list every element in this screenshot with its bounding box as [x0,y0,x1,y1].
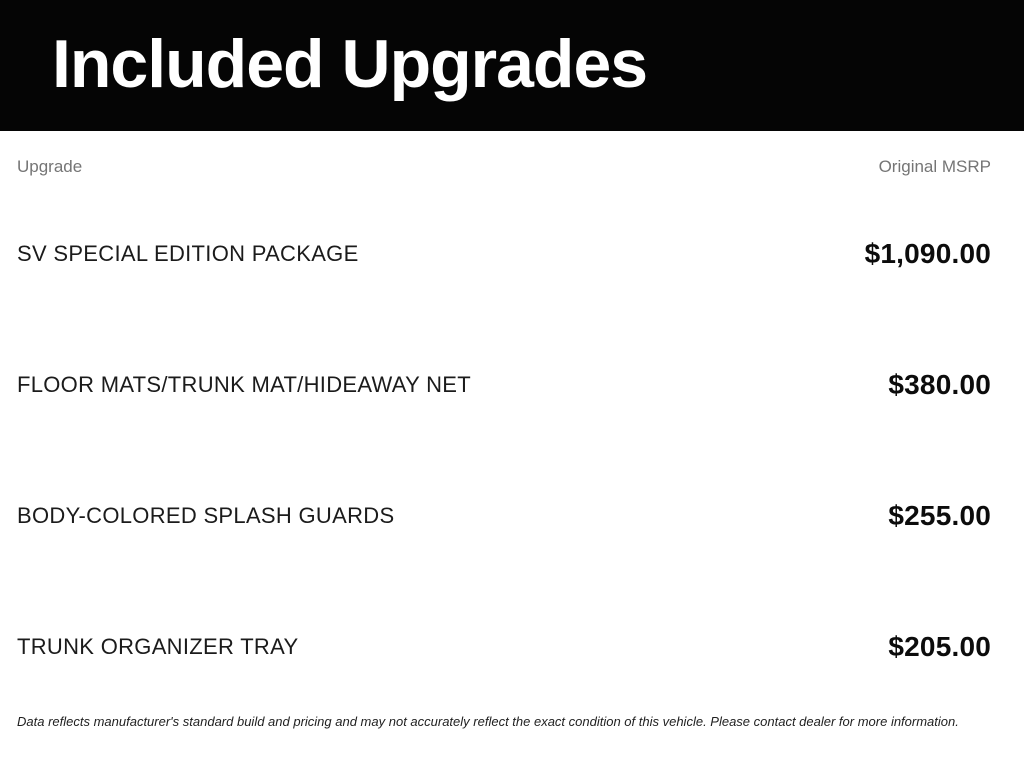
upgrade-price: $1,090.00 [864,237,991,269]
table-rows [17,188,991,712]
upgrade-price: $205.00 [888,630,991,662]
footer [17,713,991,731]
upgrade-price: $255.00 [888,499,991,531]
upgrade-name: BODY-COLORED SPLASH GUARDS [17,502,395,528]
page-title: Included Upgrades [52,25,648,102]
table-row [17,581,991,712]
upgrade-name: TRUNK ORGANIZER TRAY [17,633,299,659]
column-header-original-msrp: Original MSRP [878,157,991,176]
header-band [0,0,1024,131]
upgrade-price: $380.00 [888,368,991,400]
disclaimer-text: Data reflects manufacturer's standard build and pricing and may not accurately reflect the exact condition of this vehicle. Please contact dealer for more information. [17,714,959,729]
upgrades-table [0,157,1024,731]
upgrade-name: SV SPECIAL EDITION PACKAGE [17,240,359,266]
table-header-row [17,157,991,177]
upgrade-name: FLOOR MATS/TRUNK MAT/HIDEAWAY NET [17,371,471,397]
table-row [17,450,991,581]
column-header-upgrade: Upgrade [17,157,83,176]
table-row [17,188,991,319]
table-row [17,319,991,450]
